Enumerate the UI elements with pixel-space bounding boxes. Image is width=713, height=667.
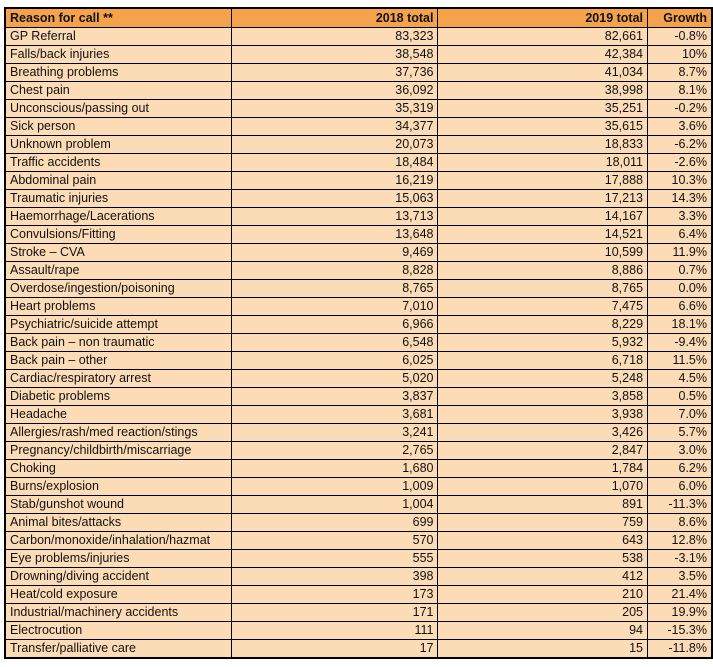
growth-cell: 3.6% — [648, 118, 712, 136]
table-row — [5, 244, 712, 262]
table-row — [5, 370, 712, 388]
table-row — [5, 208, 712, 226]
reason-cell: Breathing problems — [5, 64, 231, 82]
total-2018-cell: 6,548 — [231, 334, 438, 352]
table-row — [5, 550, 712, 568]
growth-cell: -9.4% — [648, 334, 712, 352]
growth-cell: -11.3% — [648, 496, 712, 514]
total-2019-cell: 7,475 — [438, 298, 648, 316]
total-2019-cell: 210 — [438, 586, 648, 604]
growth-cell: 11.9% — [648, 244, 712, 262]
reason-cell: Heat/cold exposure — [5, 586, 231, 604]
total-2019-cell: 35,251 — [438, 100, 648, 118]
table-row — [5, 604, 712, 622]
total-2019-cell: 17,213 — [438, 190, 648, 208]
reason-cell: Animal bites/attacks — [5, 514, 231, 532]
table-row — [5, 82, 712, 100]
total-2018-cell: 173 — [231, 586, 438, 604]
reason-cell: Heart problems — [5, 298, 231, 316]
table-row — [5, 496, 712, 514]
total-2018-cell: 398 — [231, 568, 438, 586]
reason-cell: Electrocution — [5, 622, 231, 640]
reason-cell: Drowning/diving accident — [5, 568, 231, 586]
reason-cell: Sick person — [5, 118, 231, 136]
total-2019-cell: 643 — [438, 532, 648, 550]
table-row — [5, 316, 712, 334]
total-2018-cell: 6,025 — [231, 352, 438, 370]
table-row — [5, 622, 712, 640]
total-2019-cell: 3,858 — [438, 388, 648, 406]
total-2019-cell: 14,167 — [438, 208, 648, 226]
total-2019-cell: 1,070 — [438, 478, 648, 496]
header-reason: Reason for call ** — [5, 8, 231, 28]
total-2019-cell: 41,034 — [438, 64, 648, 82]
reason-cell: Overdose/ingestion/poisoning — [5, 280, 231, 298]
table-row — [5, 28, 712, 46]
reason-cell: Choking — [5, 460, 231, 478]
reason-cell: Allergies/rash/med reaction/stings — [5, 424, 231, 442]
total-2018-cell: 37,736 — [231, 64, 438, 82]
reason-cell: Traffic accidents — [5, 154, 231, 172]
total-2018-cell: 17 — [231, 640, 438, 659]
total-2018-cell: 7,010 — [231, 298, 438, 316]
total-2018-cell: 9,469 — [231, 244, 438, 262]
growth-cell: -0.8% — [648, 28, 712, 46]
total-2018-cell: 570 — [231, 532, 438, 550]
total-2019-cell: 8,886 — [438, 262, 648, 280]
table-row — [5, 514, 712, 532]
total-2019-cell: 8,765 — [438, 280, 648, 298]
growth-cell: -6.2% — [648, 136, 712, 154]
growth-cell: 3.3% — [648, 208, 712, 226]
total-2018-cell: 6,966 — [231, 316, 438, 334]
reason-cell: Carbon/monoxide/inhalation/hazmat — [5, 532, 231, 550]
growth-cell: 6.4% — [648, 226, 712, 244]
total-2018-cell: 34,377 — [231, 118, 438, 136]
growth-cell: 11.5% — [648, 352, 712, 370]
table-row — [5, 46, 712, 64]
growth-cell: 8.6% — [648, 514, 712, 532]
reason-for-call-table — [4, 7, 713, 659]
total-2018-cell: 20,073 — [231, 136, 438, 154]
total-2019-cell: 538 — [438, 550, 648, 568]
total-2018-cell: 36,092 — [231, 82, 438, 100]
total-2019-cell: 94 — [438, 622, 648, 640]
total-2019-cell: 759 — [438, 514, 648, 532]
table-row — [5, 568, 712, 586]
table-row — [5, 226, 712, 244]
total-2018-cell: 1,004 — [231, 496, 438, 514]
table-row — [5, 64, 712, 82]
table-row — [5, 532, 712, 550]
growth-cell: 0.0% — [648, 280, 712, 298]
table-row — [5, 442, 712, 460]
growth-cell: 6.6% — [648, 298, 712, 316]
table-row — [5, 406, 712, 424]
total-2018-cell: 16,219 — [231, 172, 438, 190]
header-row — [5, 8, 712, 28]
total-2019-cell: 5,932 — [438, 334, 648, 352]
total-2019-cell: 205 — [438, 604, 648, 622]
growth-cell: 12.8% — [648, 532, 712, 550]
reason-cell: Industrial/machinery accidents — [5, 604, 231, 622]
table-row — [5, 172, 712, 190]
total-2019-cell: 2,847 — [438, 442, 648, 460]
table-row — [5, 388, 712, 406]
growth-cell: 8.7% — [648, 64, 712, 82]
total-2018-cell: 8,765 — [231, 280, 438, 298]
total-2019-cell: 42,384 — [438, 46, 648, 64]
table-row — [5, 334, 712, 352]
growth-cell: -0.2% — [648, 100, 712, 118]
growth-cell: 0.7% — [648, 262, 712, 280]
reason-cell: Traumatic injuries — [5, 190, 231, 208]
total-2018-cell: 1,009 — [231, 478, 438, 496]
growth-cell: 5.7% — [648, 424, 712, 442]
total-2018-cell: 18,484 — [231, 154, 438, 172]
growth-cell: -15.3% — [648, 622, 712, 640]
total-2018-cell: 83,323 — [231, 28, 438, 46]
table-row — [5, 190, 712, 208]
table-row — [5, 154, 712, 172]
growth-cell: 6.2% — [648, 460, 712, 478]
reason-cell: Haemorrhage/Lacerations — [5, 208, 231, 226]
table-row — [5, 280, 712, 298]
total-2019-cell: 3,938 — [438, 406, 648, 424]
total-2018-cell: 15,063 — [231, 190, 438, 208]
reason-cell: Headache — [5, 406, 231, 424]
table-row — [5, 136, 712, 154]
total-2019-cell: 8,229 — [438, 316, 648, 334]
table-row — [5, 586, 712, 604]
total-2018-cell: 35,319 — [231, 100, 438, 118]
total-2019-cell: 18,833 — [438, 136, 648, 154]
total-2019-cell: 6,718 — [438, 352, 648, 370]
reason-cell: Convulsions/Fitting — [5, 226, 231, 244]
growth-cell: -2.6% — [648, 154, 712, 172]
growth-cell: 0.5% — [648, 388, 712, 406]
reason-cell: Abdominal pain — [5, 172, 231, 190]
header-2019-total: 2019 total — [438, 8, 648, 28]
header-growth: Growth — [648, 8, 712, 28]
reason-cell: Unconscious/passing out — [5, 100, 231, 118]
total-2019-cell: 35,615 — [438, 118, 648, 136]
reason-cell: Eye problems/injuries — [5, 550, 231, 568]
reason-cell: GP Referral — [5, 28, 231, 46]
total-2019-cell: 18,011 — [438, 154, 648, 172]
total-2019-cell: 82,661 — [438, 28, 648, 46]
reason-cell: Falls/back injuries — [5, 46, 231, 64]
total-2018-cell: 555 — [231, 550, 438, 568]
growth-cell: 6.0% — [648, 478, 712, 496]
total-2018-cell: 3,837 — [231, 388, 438, 406]
total-2019-cell: 10,599 — [438, 244, 648, 262]
total-2018-cell: 13,713 — [231, 208, 438, 226]
total-2019-cell: 5,248 — [438, 370, 648, 388]
total-2018-cell: 171 — [231, 604, 438, 622]
growth-cell: 3.5% — [648, 568, 712, 586]
reason-cell: Chest pain — [5, 82, 231, 100]
total-2018-cell: 13,648 — [231, 226, 438, 244]
table-row — [5, 100, 712, 118]
total-2018-cell: 5,020 — [231, 370, 438, 388]
table-row — [5, 262, 712, 280]
growth-cell: 8.1% — [648, 82, 712, 100]
growth-cell: 10.3% — [648, 172, 712, 190]
growth-cell: 14.3% — [648, 190, 712, 208]
reason-cell: Pregnancy/childbirth/miscarriage — [5, 442, 231, 460]
reason-cell: Unknown problem — [5, 136, 231, 154]
total-2018-cell: 1,680 — [231, 460, 438, 478]
total-2019-cell: 3,426 — [438, 424, 648, 442]
total-2019-cell: 412 — [438, 568, 648, 586]
table-row — [5, 424, 712, 442]
growth-cell: 7.0% — [648, 406, 712, 424]
growth-cell: 21.4% — [648, 586, 712, 604]
reason-cell: Back pain – other — [5, 352, 231, 370]
table-row — [5, 118, 712, 136]
growth-cell: 3.0% — [648, 442, 712, 460]
total-2018-cell: 8,828 — [231, 262, 438, 280]
total-2018-cell: 699 — [231, 514, 438, 532]
table-row — [5, 478, 712, 496]
reason-cell: Transfer/palliative care — [5, 640, 231, 659]
growth-cell: -11.8% — [648, 640, 712, 659]
reason-cell: Back pain – non traumatic — [5, 334, 231, 352]
table-container — [4, 7, 713, 659]
reason-cell: Assault/rape — [5, 262, 231, 280]
header-2018-total: 2018 total — [231, 8, 438, 28]
total-2018-cell: 38,548 — [231, 46, 438, 64]
table-body — [5, 28, 712, 659]
reason-cell: Cardiac/respiratory arrest — [5, 370, 231, 388]
growth-cell: 19.9% — [648, 604, 712, 622]
total-2019-cell: 38,998 — [438, 82, 648, 100]
growth-cell: -3.1% — [648, 550, 712, 568]
growth-cell: 18.1% — [648, 316, 712, 334]
total-2018-cell: 3,681 — [231, 406, 438, 424]
reason-cell: Psychiatric/suicide attempt — [5, 316, 231, 334]
table-row — [5, 298, 712, 316]
reason-cell: Burns/explosion — [5, 478, 231, 496]
table-row — [5, 352, 712, 370]
total-2018-cell: 111 — [231, 622, 438, 640]
total-2018-cell: 2,765 — [231, 442, 438, 460]
reason-cell: Stab/gunshot wound — [5, 496, 231, 514]
total-2019-cell: 1,784 — [438, 460, 648, 478]
reason-cell: Stroke – CVA — [5, 244, 231, 262]
table-row — [5, 640, 712, 659]
growth-cell: 10% — [648, 46, 712, 64]
reason-cell: Diabetic problems — [5, 388, 231, 406]
total-2019-cell: 891 — [438, 496, 648, 514]
total-2019-cell: 15 — [438, 640, 648, 659]
total-2019-cell: 17,888 — [438, 172, 648, 190]
total-2019-cell: 14,521 — [438, 226, 648, 244]
table-row — [5, 460, 712, 478]
growth-cell: 4.5% — [648, 370, 712, 388]
total-2018-cell: 3,241 — [231, 424, 438, 442]
